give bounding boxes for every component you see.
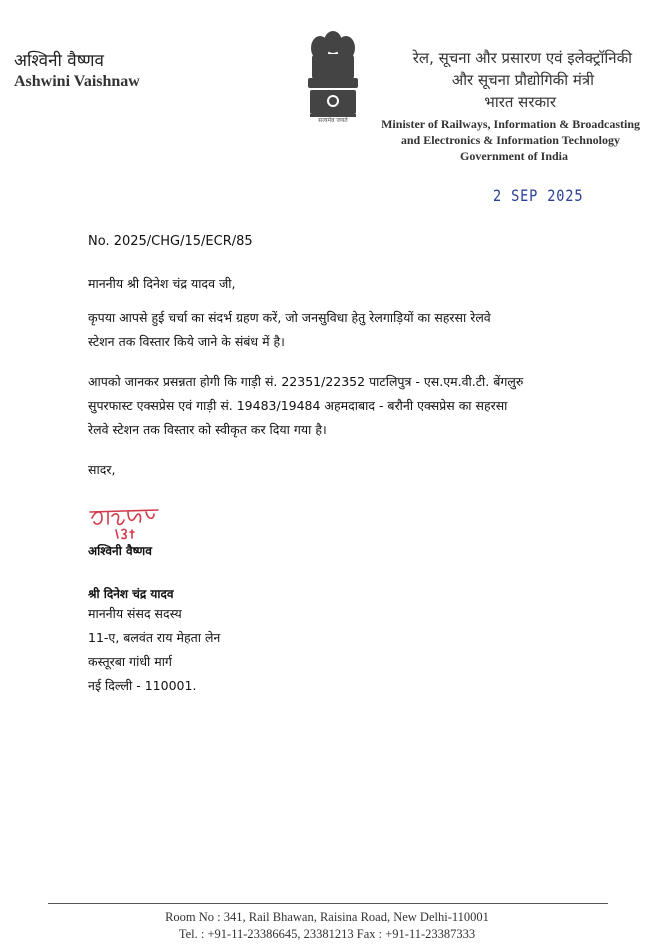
reference-number: No. 2025/CHG/15/ECR/85 [88, 234, 253, 249]
title-english-line: and Electronics & Information Technology [400, 133, 620, 147]
minister-name-english: Ashwini Vaishnaw [14, 73, 140, 90]
address-line: कस्तूरबा गांधी मार्ग [88, 654, 172, 669]
addressee-name: श्री दिनेश चंद्र यादव [88, 587, 174, 601]
title-english-line: Government of India [460, 149, 568, 163]
closing: सादर, [88, 462, 116, 477]
title-hindi-line: भारत सरकार [484, 93, 556, 111]
signer-name: अश्विनी वैष्णव [88, 544, 152, 558]
handwritten-signature [88, 502, 168, 542]
emblem-motto: सत्यमेव जयते [318, 117, 348, 124]
paragraph-line: आपको जानकर प्रसन्नता होगी कि गाड़ी सं. 22351/22352 पाटलिपुत्र - एस.एम.वी.टी. बेंगलुरु [88, 374, 524, 389]
salutation: माननीय श्री दिनेश चंद्र यादव जी, [88, 276, 236, 291]
title-hindi-line: रेल, सूचना और प्रसारण एवं इलेक्ट्रॉनिकी [412, 49, 632, 67]
paragraph-line: रेलवे स्टेशन तक विस्तार को स्वीकृत कर दिया गया है। [88, 422, 327, 437]
address-line: नई दिल्ली - 110001. [88, 678, 197, 693]
title-english-line: Minister of Railways, Information & Broadcasting [381, 117, 640, 131]
address-line: माननीय संसद सदस्य [88, 606, 182, 621]
title-hindi-line: और सूचना प्रौद्योगिकी मंत्री [451, 71, 594, 89]
national-emblem-icon [298, 28, 368, 128]
paragraph-line: सुपरफास्ट एक्सप्रेस एवं गाड़ी सं. 19483/19484 अहमदाबाद - बरौनी एक्सप्रेस का सहरसा [88, 398, 508, 413]
date-stamp: 2 SEP 2025 [493, 186, 584, 205]
footer-contact: Tel. : +91-11-23386645, 23381213 Fax : +91-11-23387333 [178, 927, 476, 941]
footer-address: Room No : 341, Rail Bhawan, Raisina Road, New Delhi-110001 [165, 910, 489, 924]
footer-divider [48, 903, 608, 904]
paragraph-line: कृपया आपसे हुई चर्चा का संदर्भ ग्रहण करें, जो जनसुविधा हेतु रेलगाड़ियों का सहरसा रेलवे [88, 310, 491, 325]
minister-name-hindi: अश्विनी वैष्णव [14, 51, 104, 71]
paragraph-line: स्टेशन तक विस्तार किये जाने के संबंध में है। [88, 334, 285, 349]
address-line: 11-ए, बलवंत राय मेहता लेन [88, 630, 221, 645]
